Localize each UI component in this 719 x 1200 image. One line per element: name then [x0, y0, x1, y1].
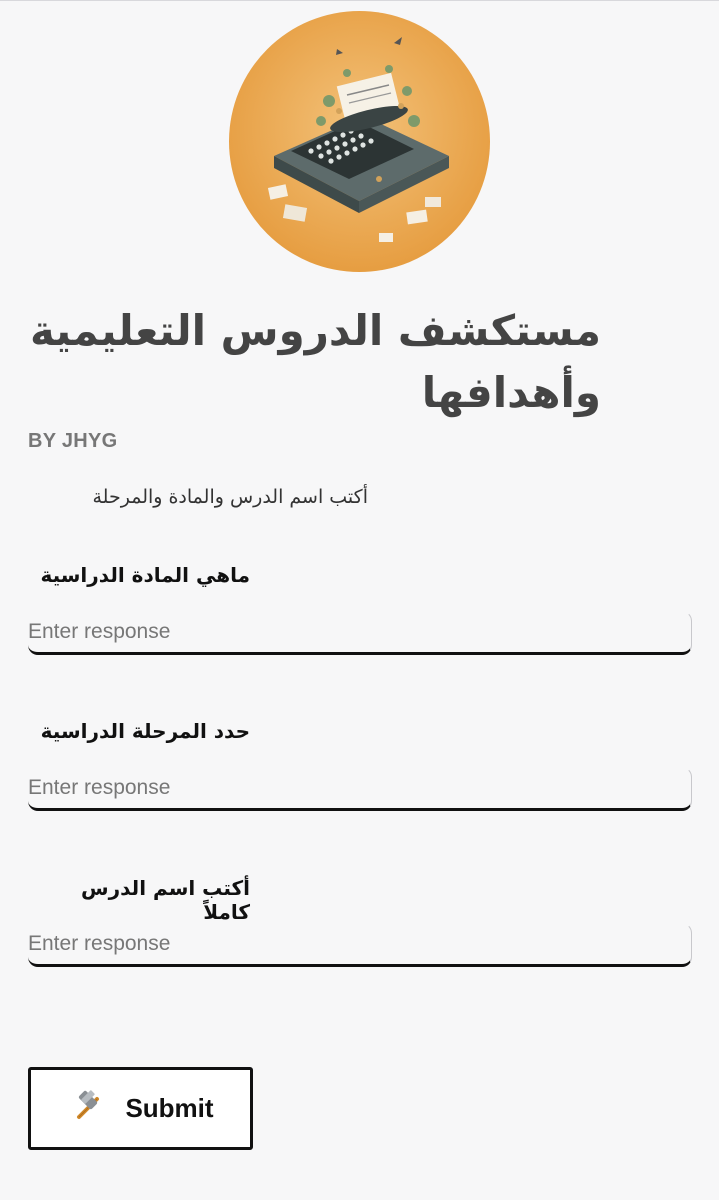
typewriter-illustration-icon [229, 11, 490, 272]
hammer-icon [67, 1087, 107, 1130]
app-title: مستكشف الدروس التعليمية وأهدافها [29, 306, 601, 417]
top-divider [0, 0, 719, 1]
submit-label: Submit [125, 1093, 214, 1123]
app-description: أكتب اسم الدرس والمادة والمرحلة [92, 486, 368, 508]
grade-question-label: حدد المرحلة الدراسية [40, 719, 250, 743]
subject-input[interactable] [28, 611, 692, 655]
grade-input[interactable] [28, 767, 692, 811]
submit-button[interactable] [28, 1067, 253, 1150]
lesson-input[interactable] [28, 923, 692, 967]
subject-question-label: ماهي المادة الدراسية [40, 563, 250, 587]
author-byline: BY JHYG [28, 430, 118, 452]
lesson-question-label: أكتب اسم الدرس كاملاً [81, 876, 250, 924]
app-avatar [229, 11, 490, 272]
